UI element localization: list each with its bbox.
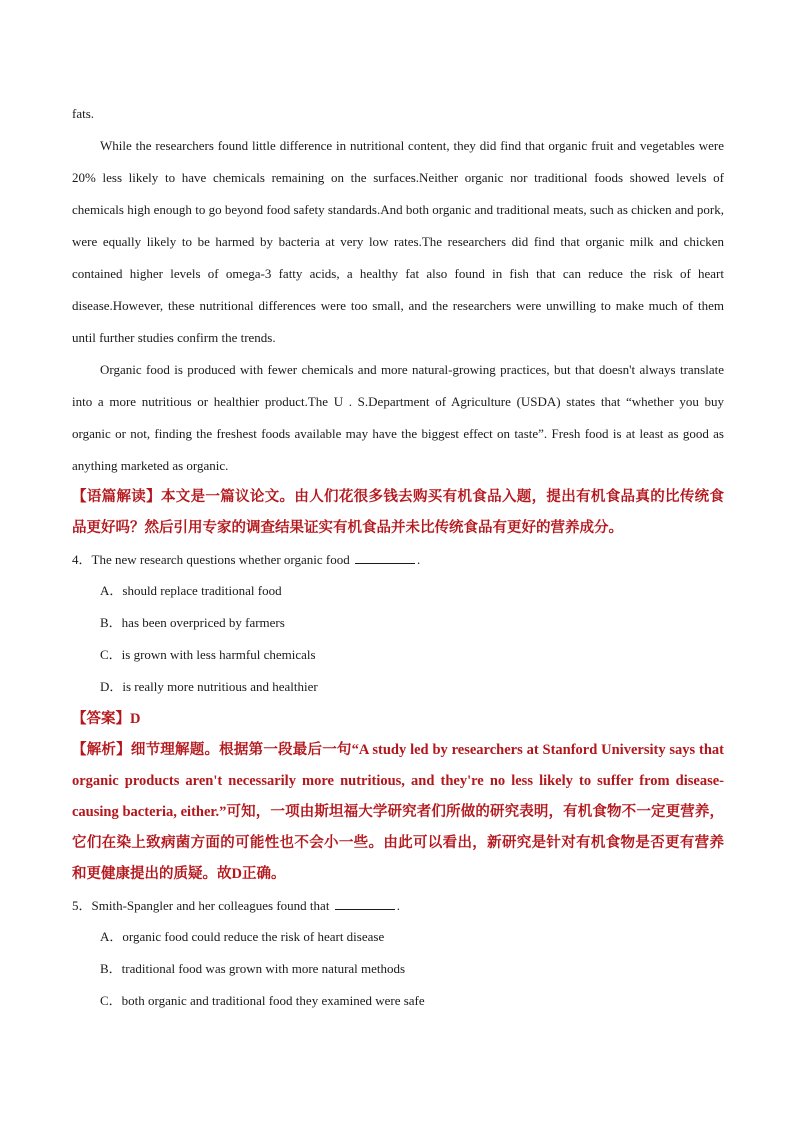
question-4-option-c[interactable]: C．is grown with less harmful chemicals — [100, 647, 316, 662]
question-4-blank — [355, 549, 415, 564]
passage-paragraph-2: Organic food is produced with fewer chemicals and more natural-growing practices, but that doesn't always translate into a more nutritious or healthier product.The U . S.Department of Agriculture (USDA) states that “whether you buy organic or not, finding the freshest foods available may have the biggest effect on taste”. Fresh food is at least as good as anything marketed as organic. — [72, 362, 724, 473]
question-4-option-d[interactable]: D．is really more nutritious and healthier — [100, 679, 318, 694]
question-4-option-b[interactable]: B．has been overpriced by farmers — [100, 615, 285, 630]
question-4-stem — [72, 544, 724, 575]
question-5-option-c[interactable]: C．both organic and traditional food they examined were safe — [100, 993, 425, 1008]
answer-label: 【答案】 — [72, 711, 130, 727]
passage-paragraph-0: fats. — [72, 106, 95, 121]
analysis-label: 【语篇解读】 — [72, 489, 161, 505]
question-4-options — [72, 575, 724, 703]
question-5-number: 5． — [72, 898, 92, 913]
question-5-option-a[interactable]: A．organic food could reduce the risk of heart disease — [100, 929, 385, 944]
analysis-text: 本文是一篇议论文。由人们花很多钱去购买有机食品入题，提出有机食品真的比传统食品更好吗？然后引用专家的调查结果证实有机食品并未比传统食品有更好的营养成分。 — [72, 489, 724, 536]
passage-paragraph-1: While the researchers found little difference in nutritional content, they did find that organic fruit and vegetables were 20% less likely to have chemicals remaining on the surfaces.Neither organic nor traditional foods showed levels of chemicals high enough to go beyond food safety standards.And both organic and traditional meats, such as chicken and pork, were equally likely to be harmed by bacteria at very low rates.The researchers did find that organic milk and chicken contained higher levels of omega-3 fatty acids, a healthy fat also found in fish that can reduce the risk of heart disease.However, these nutritional differences were too small, and the researchers were unwilling to make much of them until further studies confirm the trends. — [72, 138, 724, 345]
question-4-number: 4． — [72, 552, 92, 567]
question-5-text: Smith-Spangler and her colleagues found that — [91, 898, 330, 913]
question-5-end: . — [396, 898, 400, 913]
explanation-text: 细节理解题。根据第一段最后一句“A study led by researchers at Stanford University says that organic products aren't necessarily more nutritious, and they're no less likely to suffer from disease-causing bacteria, either.”可知，一项由斯坦福大学研究者们所做的研究表明，有机食物不一定更营养，它们在染上致病菌方面的可能性也不会小一些。由此可以看出，新研究是针对有机食物是否更有营养和更健康提出的质疑。故D正确。 — [72, 742, 725, 882]
question-5-blank — [335, 895, 395, 910]
question-5-stem — [72, 890, 724, 921]
answer-value: D — [130, 711, 141, 727]
question-5-options — [72, 921, 724, 1017]
document-content — [72, 98, 724, 1017]
question-4-explanation — [72, 735, 724, 890]
question-5-option-b[interactable]: B．traditional food was grown with more natural methods — [100, 961, 406, 976]
question-4-answer — [72, 703, 724, 735]
question-4-text: The new research questions whether organic food — [91, 552, 350, 567]
passage-analysis — [72, 482, 724, 544]
question-4-end: . — [417, 552, 421, 567]
explanation-label: 【解析】 — [72, 742, 131, 758]
question-4-option-a[interactable]: A．should replace traditional food — [100, 583, 282, 598]
